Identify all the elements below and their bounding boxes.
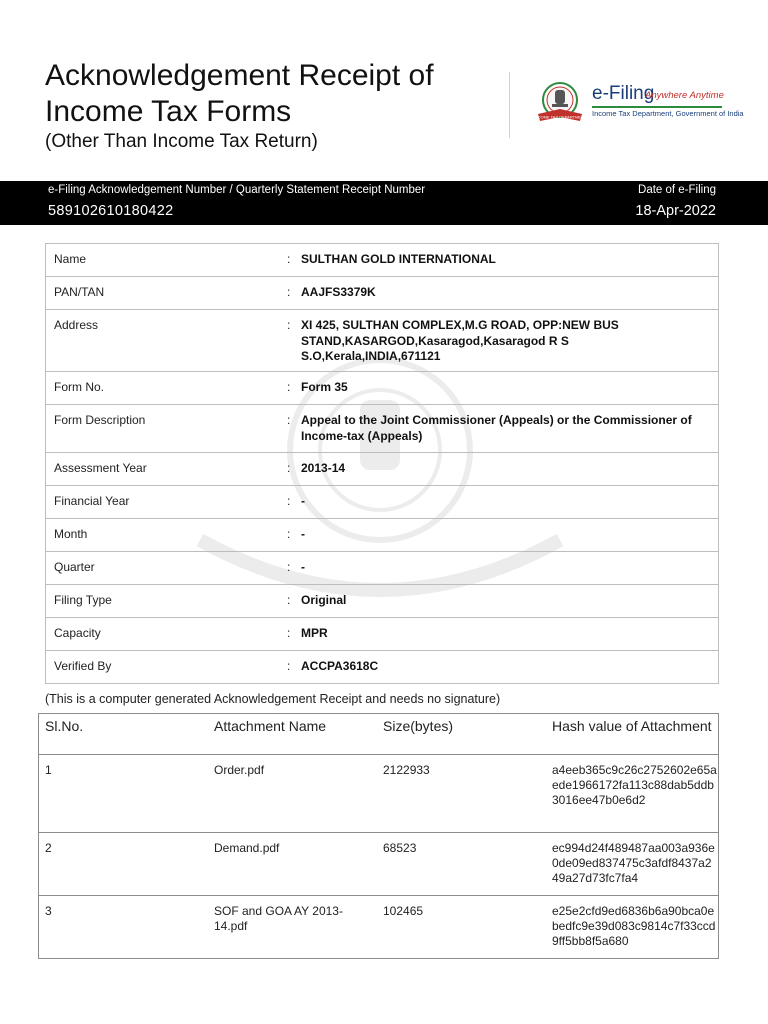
attachment-hash: ec994d24f489487aa003a936e0de09ed837475c3afdf8437a249a27d73fc7fa4 (552, 841, 715, 885)
header-size: Size(bytes) (383, 718, 454, 734)
logo-underline (592, 106, 722, 108)
attachments-header-row (39, 714, 718, 755)
detail-row-month (46, 519, 718, 552)
header-hash: Hash value of Attachment (552, 718, 712, 734)
detail-colon: : (287, 252, 291, 266)
detail-row-financial-year (46, 486, 718, 519)
attachment-hash: e25e2cfd9ed6836b6a90bca0ebedfc9e39d083c9814c7f33ccd9ff5bb8f5a680 (552, 904, 716, 948)
attachments-table (38, 713, 719, 959)
table-row (39, 755, 718, 833)
income-tax-emblem-icon (534, 78, 590, 128)
header-attachment-name: Attachment Name (214, 718, 327, 734)
attachment-size: 2122933 (383, 763, 430, 777)
detail-label: Quarter (54, 560, 95, 574)
detail-label: Form No. (54, 380, 105, 394)
page-subtitle: (Other Than Income Tax Return) (45, 131, 318, 152)
detail-colon: : (287, 285, 291, 299)
acknowledgement-bar (0, 181, 768, 225)
detail-label: Address (54, 318, 99, 332)
attachment-size: 68523 (383, 841, 417, 855)
detail-row-capacity (46, 618, 718, 651)
detail-value: Form 35 (301, 380, 348, 394)
detail-colon: : (287, 461, 291, 475)
attachment-name: Demand.pdf (214, 841, 280, 855)
detail-value: MPR (301, 626, 328, 640)
detail-value: SULTHAN GOLD INTERNATIONAL (301, 252, 496, 266)
detail-value: AAJFS3379K (301, 285, 376, 299)
page-title-line1: Acknowledgement Receipt of (45, 59, 434, 92)
details-table (45, 243, 719, 684)
efiling-department: Income Tax Department, Government of India (592, 109, 744, 118)
detail-value: XI 425, SULTHAN COMPLEX,M.G ROAD, OPP:NEW BUS STAND,KASARGOD,Kasaragod,Kasaragod R S S.O,Kerala,INDIA,671121 (301, 318, 619, 363)
detail-row-form-no (46, 372, 718, 405)
detail-row-form-description (46, 405, 718, 453)
detail-label: Form Description (54, 413, 146, 427)
detail-label: Verified By (54, 659, 112, 673)
detail-colon: : (287, 593, 291, 607)
efiling-date-value: 18-Apr-2022 (635, 203, 716, 219)
detail-label: PAN/TAN (54, 285, 105, 299)
detail-colon: : (287, 527, 291, 541)
table-row (39, 896, 718, 958)
detail-value: ACCPA3618C (301, 659, 379, 673)
efiling-date-label: Date of e-Filing (638, 184, 716, 196)
detail-row-assessment-year (46, 453, 718, 486)
header-slno: Sl.No. (45, 718, 84, 734)
detail-value: 2013-14 (301, 461, 346, 475)
efiling-tagline: Anywhere Anytime (645, 90, 724, 101)
attachment-slno: 1 (45, 763, 52, 777)
detail-row-address (46, 310, 718, 372)
detail-colon: : (287, 494, 291, 508)
attachment-hash: a4eeb365c9c26c2752602e65aede1966172fa113c88dab5ddb3016ee47b0e6d2 (552, 763, 717, 807)
detail-value: - (301, 560, 305, 574)
efiling-logo (534, 78, 744, 128)
detail-row-filing-type (46, 585, 718, 618)
attachment-slno: 2 (45, 841, 52, 855)
table-row (39, 833, 718, 896)
efiling-brand: e-Filing (592, 83, 655, 104)
header-divider (509, 72, 510, 138)
detail-value: Original (301, 593, 347, 607)
page-title (45, 58, 434, 130)
detail-colon: : (287, 659, 291, 673)
attachment-slno: 3 (45, 904, 52, 918)
attachment-size: 102465 (383, 904, 424, 918)
attachment-name: SOF and GOA AY 2013-14.pdf (214, 904, 343, 933)
attachment-name: Order.pdf (214, 763, 265, 777)
detail-row-verified-by (46, 651, 718, 683)
detail-label: Month (54, 527, 88, 541)
detail-colon: : (287, 380, 291, 394)
detail-colon: : (287, 318, 291, 332)
detail-label: Assessment Year (54, 461, 147, 475)
detail-row-name (46, 244, 718, 277)
detail-row-quarter (46, 552, 718, 585)
ack-number-value: 589102610180422 (48, 203, 174, 219)
page-title-line2: Income Tax Forms (45, 95, 292, 128)
computer-generated-note: (This is a computer generated Acknowledgement Receipt and needs no signature) (45, 692, 501, 706)
detail-value: Appeal to the Joint Commissioner (Appeals) or the Commissioner of Income-tax (Appeals) (301, 413, 692, 443)
detail-row-pan (46, 277, 718, 310)
detail-value: - (301, 527, 305, 541)
detail-label: Filing Type (54, 593, 112, 607)
detail-colon: : (287, 413, 291, 427)
detail-value: - (301, 494, 305, 508)
detail-label: Capacity (54, 626, 101, 640)
ack-number-label: e-Filing Acknowledgement Number / Quarterly Statement Receipt Number (48, 184, 426, 196)
svg-text:INCOME TAX DEPARTMENT: INCOME TAX DEPARTMENT (534, 114, 587, 120)
detail-label: Financial Year (54, 494, 130, 508)
detail-colon: : (287, 626, 291, 640)
detail-colon: : (287, 560, 291, 574)
detail-label: Name (54, 252, 87, 266)
